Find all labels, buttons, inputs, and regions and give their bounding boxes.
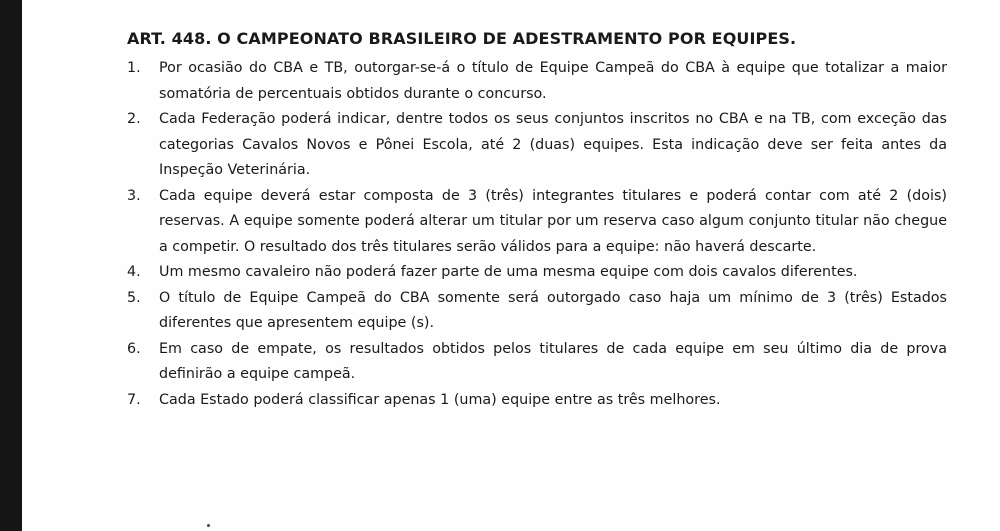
item-number: 5. bbox=[127, 289, 141, 306]
article-title: ART. 448. O CAMPEONATO BRASILEIRO DE ADESTRAMENTO POR EQUIPES. bbox=[127, 29, 797, 48]
list-item-5 bbox=[127, 286, 947, 337]
item-text: Cada Estado poderá classificar apenas 1 (uma) equipe entre as três melhores. bbox=[159, 391, 721, 408]
list-item-7 bbox=[127, 388, 947, 414]
item-number: 3. bbox=[127, 187, 141, 204]
item-text: Por ocasião do CBA e TB, outorgar-se-á o título de Equipe Campeã do CBA à equipe que totalizar a maior somatória de percentuais obtidos durante o concurso. bbox=[159, 60, 947, 102]
list-item-3 bbox=[127, 184, 947, 261]
left-dark-border bbox=[0, 0, 22, 531]
list-item-6 bbox=[127, 337, 947, 388]
item-text: Cada Federação poderá indicar, dentre todos os seus conjuntos inscritos no CBA e na TB, com exceção das categorias Cavalos Novos e Pônei Escola, até 2 (duas) equipes. Esta indicação deve ser feita antes da Inspeção Veterinária. bbox=[159, 111, 947, 178]
item-number: 7. bbox=[127, 391, 141, 408]
list-item-1 bbox=[127, 56, 947, 107]
stray-mark bbox=[207, 524, 210, 527]
item-text: O título de Equipe Campeã do CBA somente será outorgado caso haja um mínimo de 3 (três) Estados diferentes que apresentem equipe (s). bbox=[159, 289, 947, 331]
article-items-list bbox=[127, 56, 947, 413]
item-number: 4. bbox=[127, 264, 141, 280]
document-page bbox=[22, 0, 1000, 531]
item-text: Cada equipe deverá estar composta de 3 (três) integrantes titulares e poderá contar com até 2 (dois) reservas. A equipe somente poderá alterar um titular por um reserva caso algum conjunto titular não chegue a competir. O resultado dos três titulares serão válidos para a equipe: não haverá descarte. bbox=[159, 187, 947, 255]
item-number: 6. bbox=[127, 340, 141, 357]
item-number: 1. bbox=[127, 60, 141, 76]
article-448 bbox=[127, 28, 947, 413]
item-text: Em caso de empate, os resultados obtidos pelos titulares de cada equipe em seu último dia de prova definirão a equipe campeã. bbox=[159, 340, 947, 382]
item-number: 2. bbox=[127, 111, 141, 127]
item-text: Um mesmo cavaleiro não poderá fazer parte de uma mesma equipe com dois cavalos diferentes. bbox=[159, 264, 858, 280]
list-item-2 bbox=[127, 107, 947, 184]
list-item-4 bbox=[127, 260, 947, 286]
